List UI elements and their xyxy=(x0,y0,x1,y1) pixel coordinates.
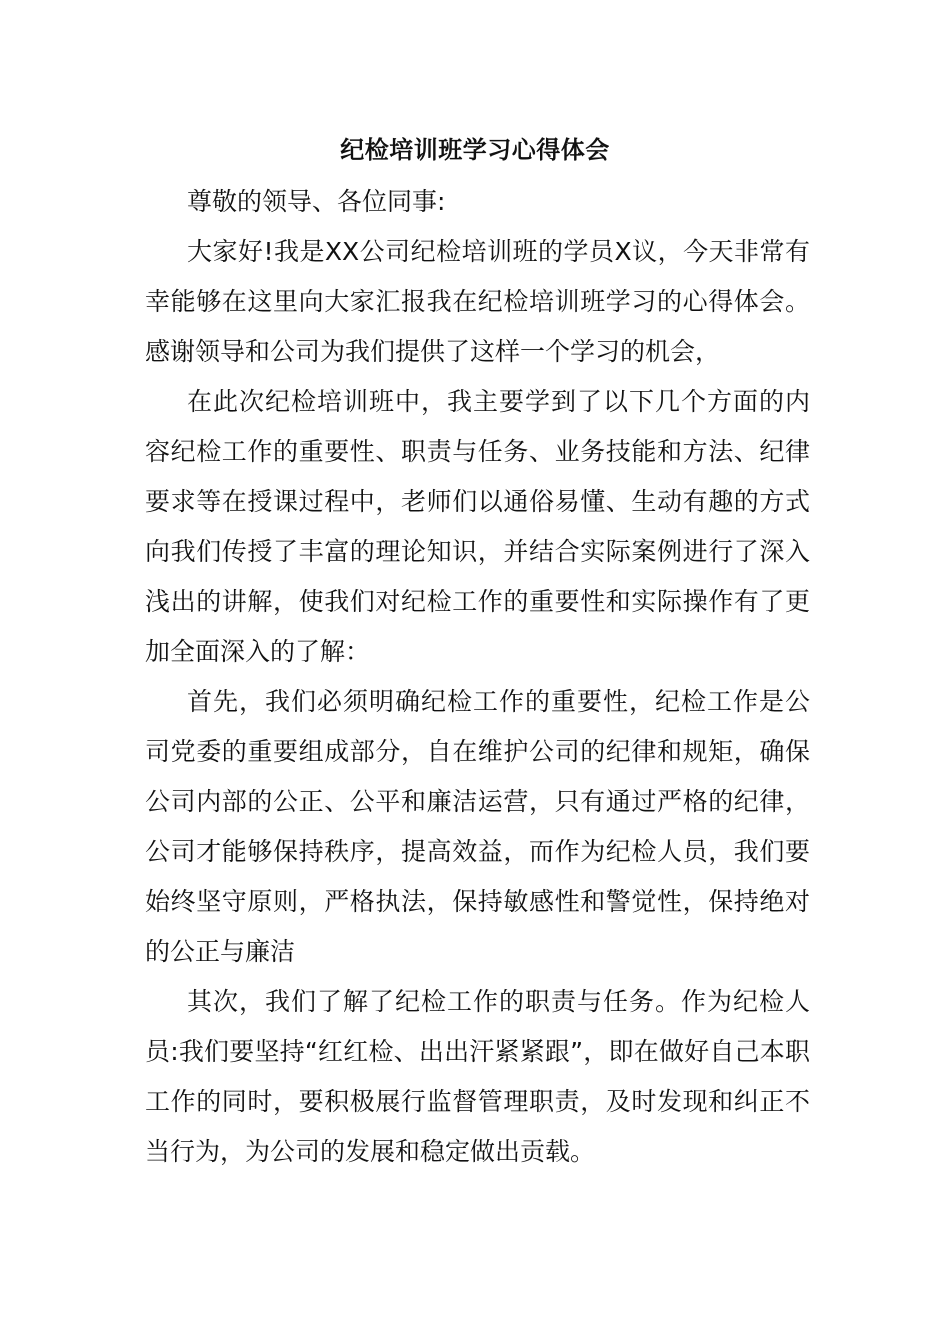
paragraph: 首先，我们必须明确纪检工作的重要性，纪检工作是公司党委的重要组成部分，自在维护公司的纪律和规矩，确保公司内部的公正、公平和廉洁运营，只有通过严格的纪律，公司才能够保持秩序，提高效益，而作为纪检人员，我们要始终坚守原则，严格执法，保持敏感性和警觉性，保持绝对的公正与廉洁 xyxy=(145,687,810,966)
paragraph: 在此次纪检培训班中，我主要学到了以下几个方面的内容纪检工作的重要性、职责与任务、业务技能和方法、纪律要求等在授课过程中，老师们以通俗易懂、生动有趣的方式向我们传授了丰富的理论知识，并结合实际案例进行了深入浅出的讲解，使我们对纪检工作的重要性和实际操作有了更加全面深入的了解： xyxy=(145,387,810,666)
document-body xyxy=(145,177,810,1177)
salutation: 尊敬的领导、各位同事: xyxy=(187,187,446,216)
paragraph: 其次，我们了解了纪检工作的职责与任务。作为纪检人员:我们要坚持“红红检、出出汗紧紧跟”，即在做好自己本职工作的同时，要积极展行监督管理职责，及时发现和纠正不当行为，为公司的发展和稳定做出贡载。 xyxy=(145,987,810,1166)
paragraph: 大家好!我是XX公司纪检培训班的学员X议，今天非常有幸能够在这里向大家汇报我在纪检培训班学习的心得体会。感谢领导和公司为我们提供了这样一个学习的机会， xyxy=(145,237,810,366)
document-title: 纪检培训班学习心得体会 xyxy=(340,136,610,164)
